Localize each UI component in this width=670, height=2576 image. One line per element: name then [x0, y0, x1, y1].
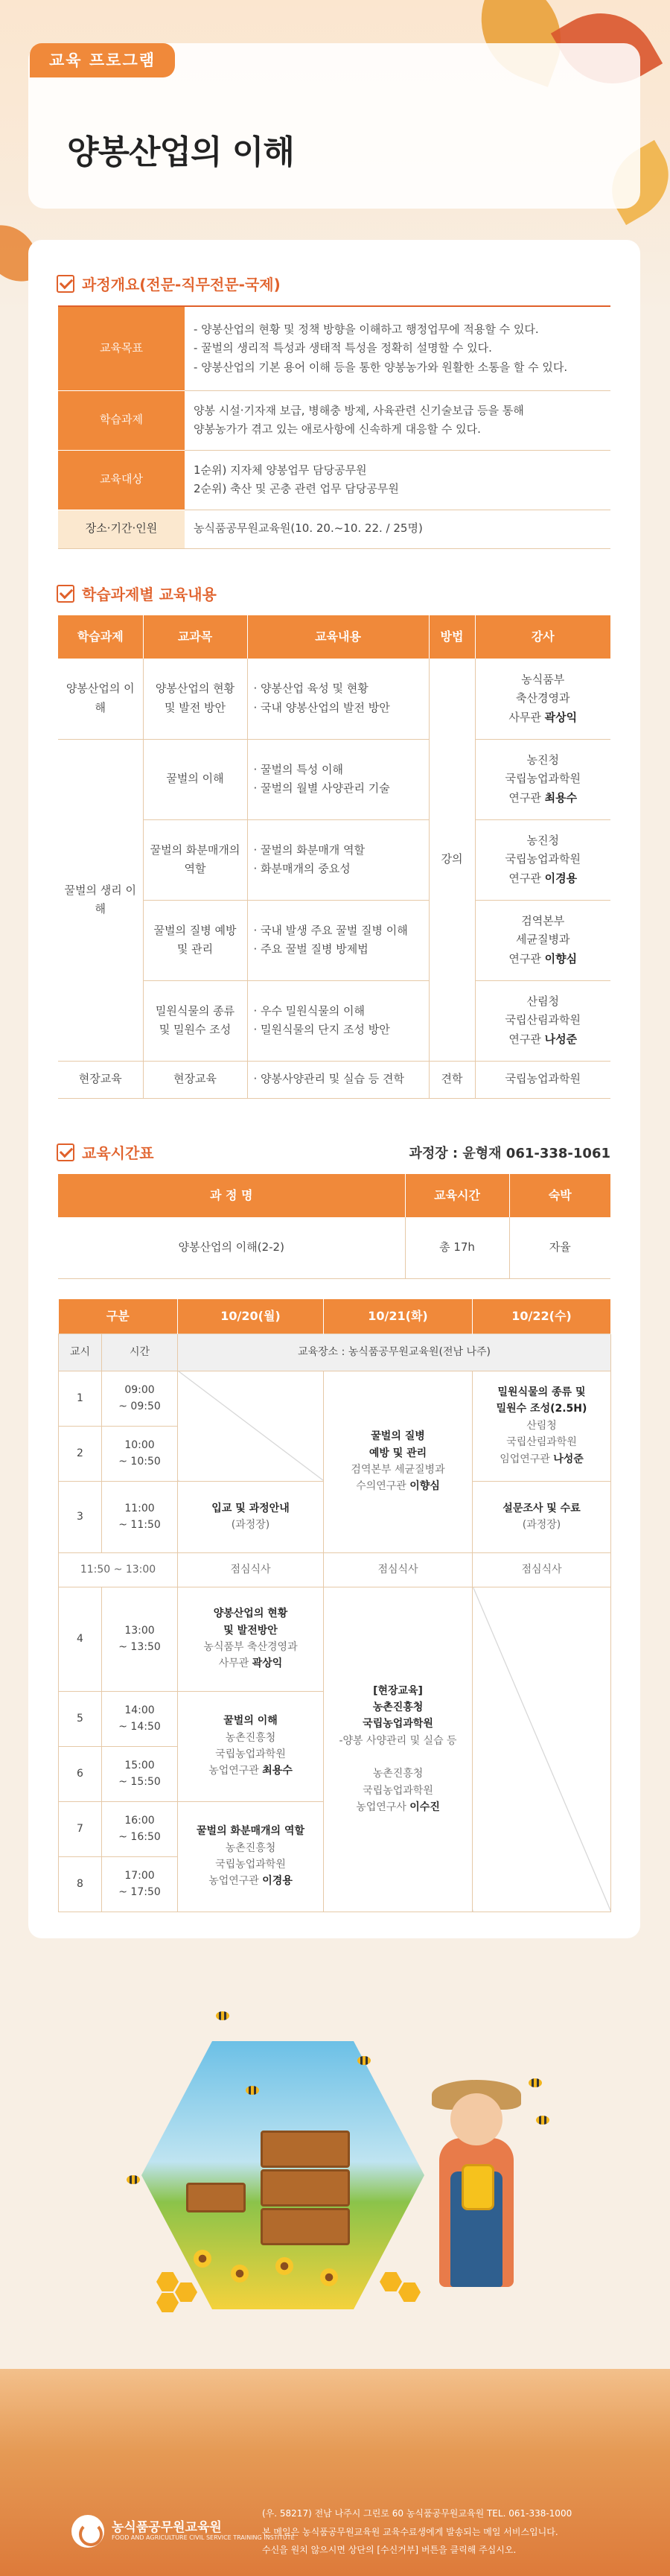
beehive	[261, 2208, 350, 2245]
instructor-cell: 검역본부 세균질병과 연구관 이향심	[475, 900, 610, 980]
course-manager-contact: 과정장 : 윤형재 061-338-1061	[409, 1146, 610, 1161]
table-row	[58, 510, 610, 548]
column-header: 과 정 명	[58, 1174, 405, 1217]
column-header: 숙박	[509, 1174, 610, 1217]
table-row	[58, 659, 610, 739]
empty-slot	[178, 1371, 324, 1481]
column-header: 10/20(월)	[178, 1299, 324, 1333]
overview-value: - 양봉산업의 현황 및 정책 방향을 이해하고 행정업무에 적용할 수 있다. - 꿀벌의 생리적 특성과 생태적 특성을 정확히 설명할 수 있다. - 양봉산업의 기본 용어 이해 등을 통한 양봉농가와 원활한 소통을 할 수 있다.	[185, 307, 610, 390]
table-row	[58, 1061, 610, 1098]
class-cell: 밀원식물의 종류 및 밀원수 조성(2.5H) 산림청 국립산림과학원 임업연구관 나성준	[473, 1371, 611, 1481]
checkbox-icon	[57, 585, 74, 603]
class-cell: [현장교육] 농촌진흥청 국립농업과학원 -양봉 사양관리 및 실습 등 농촌진흥청 국립농업과학원 농업연구사 이수진	[324, 1587, 473, 1912]
content-cell: · 우수 밀원식물의 이해 · 밀원식물의 단지 조성 방안	[247, 980, 429, 1061]
content-cell: · 꿀벌의 화분매개 역할 · 화분매개의 중요성	[247, 819, 429, 900]
time-header: 시간	[102, 1333, 178, 1371]
sunflower	[320, 2268, 338, 2286]
lodging: 자율	[509, 1217, 610, 1278]
overview-key: 교육목표	[58, 307, 185, 390]
lunch-cell: 점심식사	[473, 1552, 611, 1587]
content-cell: · 꿀벌의 특성 이해 · 꿀벌의 월별 사양관리 기술	[247, 739, 429, 819]
table-header-row	[58, 1174, 610, 1217]
column-header: 학습과제	[58, 615, 143, 659]
content-cell: · 양봉사양관리 및 실습 등 견학	[247, 1061, 429, 1098]
table-row	[59, 1552, 611, 1587]
sunflower	[194, 2250, 211, 2268]
bee-icon	[246, 2086, 259, 2095]
table-row	[58, 390, 610, 450]
checkbox-icon	[57, 1143, 74, 1161]
period-number: 3	[59, 1481, 102, 1552]
honey-jar	[462, 2164, 494, 2210]
beekeeper-head	[450, 2093, 502, 2145]
time-cell: 16:00 ~ 16:50	[102, 1801, 178, 1856]
beehive	[186, 2183, 246, 2212]
class-cell: 꿀벌의 화분매개의 역할 농촌진흥청 국립농업과학원 농업연구관 이경용	[178, 1801, 324, 1912]
column-header: 10/21(화)	[324, 1299, 473, 1333]
overview-value: 농식품공무원교육원(10. 20.~10. 22. / 25명)	[185, 510, 610, 548]
task-cell: 양봉산업의 이해	[58, 659, 143, 739]
period-number: 8	[59, 1856, 102, 1912]
period-number: 6	[59, 1746, 102, 1801]
column-header: 강사	[475, 615, 610, 659]
course-name: 양봉산업의 이해(2-2)	[58, 1217, 405, 1278]
institute-logo-icon	[71, 2515, 104, 2548]
sunflower	[275, 2257, 293, 2275]
bee-icon	[357, 2056, 371, 2065]
time-cell: 15:00 ~ 15:50	[102, 1746, 178, 1801]
overview-key: 학습과제	[58, 390, 185, 450]
overview-value: 양봉 시설·기자재 보급, 병해충 방제, 사육관련 신기술보급 등을 통해 양봉농가가 겪고 있는 애로사항에 신속하게 대응할 수 있다.	[185, 390, 610, 450]
overview-heading: 과정개요(전문-직무전문-국제)	[57, 273, 281, 294]
class-cell: 꿀벌의 질병 예방 및 관리 검역본부 세균질병과 수의연구관 이향심	[324, 1371, 473, 1552]
time-cell: 11:00 ~ 11:50	[102, 1481, 178, 1552]
period-number: 5	[59, 1691, 102, 1746]
honeycomb	[156, 2272, 179, 2291]
column-header: 방법	[429, 615, 475, 659]
time-cell: 14:00 ~ 14:50	[102, 1691, 178, 1746]
subjects-heading: 학습과제별 교육내용	[57, 583, 217, 604]
honeycomb	[380, 2272, 402, 2291]
course-hours: 총 17h	[405, 1217, 509, 1278]
spacer	[327, 1749, 469, 1766]
institute-name-en: FOOD AND AGRICULTURE CIVIL SERVICE TRAINING INSTITUTE	[112, 2534, 295, 2541]
course-cell: 현장교육	[143, 1061, 247, 1098]
instructor-cell: 산림청 국립산림과학원 연구관 나성준	[475, 980, 610, 1061]
course-cell: 꿀벌의 화분매개의 역할	[143, 819, 247, 900]
bee-icon	[536, 2116, 549, 2125]
period-number: 1	[59, 1371, 102, 1426]
task-cell: 현장교육	[58, 1061, 143, 1098]
table-row	[58, 450, 610, 510]
period-number: 7	[59, 1801, 102, 1856]
course-cell: 밀원식물의 종류 및 밀원수 조성	[143, 980, 247, 1061]
course-summary-table	[58, 1174, 610, 1279]
sunflower	[231, 2265, 249, 2282]
schedule-heading: 교육시간표	[57, 1141, 154, 1163]
footer	[0, 2488, 670, 2576]
class-cell: 설문조사 및 수료 (과정장)	[473, 1481, 611, 1552]
footer-info: (우. 58217) 전남 나주시 그린로 60 농식품공무원교육원 TEL. 061-338-1000 본 메일은 농식품공무원교육원 교육수료생에게 발송되는 메일 서비스입니다. 수신을 원치 않으시면 상단의 [수신거부] 버튼을 클릭해 주십시오.	[262, 2508, 572, 2556]
institute-name: 농식품공무원교육원	[112, 2520, 222, 2535]
table-row	[58, 739, 610, 819]
overview-table	[58, 307, 610, 549]
method-cell: 강의	[429, 659, 475, 1061]
column-header: 10/22(수)	[473, 1299, 611, 1333]
beekeeper-illustration	[112, 2011, 558, 2324]
bee-icon	[127, 2175, 140, 2184]
honeycomb	[156, 2293, 179, 2312]
honeycomb	[175, 2282, 197, 2302]
time-cell: 11:50 ~ 13:00	[59, 1552, 178, 1587]
checkbox-icon	[57, 275, 74, 293]
column-header: 교육내용	[247, 615, 429, 659]
instructor-cell: 농진청 국립농업과학원 연구관 이경용	[475, 819, 610, 900]
page-title: 양봉산업의 이해	[67, 133, 294, 171]
column-header: 교육시간	[405, 1174, 509, 1217]
content-cell: · 양봉산업 육성 및 현황 · 국내 양봉산업의 발전 방안	[247, 659, 429, 739]
instructor-cell: 국립농업과학원	[475, 1061, 610, 1098]
venue-cell: 교육장소 : 농식품공무원교육원(전남 나주)	[178, 1333, 611, 1371]
program-badge: 교육 프로그램	[30, 43, 175, 77]
bee-icon	[529, 2078, 542, 2087]
lunch-cell: 점심식사	[178, 1552, 324, 1587]
table-header-row	[58, 615, 610, 659]
course-cell: 꿀벌의 이해	[143, 739, 247, 819]
instructor-cell: 농진청 국립농업과학원 연구관 최용수	[475, 739, 610, 819]
content-cell: · 국내 발생 주요 꿀벌 질병 이해 · 주요 꿀벌 질병 방제법	[247, 900, 429, 980]
course-cell: 양봉산업의 현황 및 발전 방안	[143, 659, 247, 739]
table-header-row	[59, 1299, 611, 1333]
column-header: 교과목	[143, 615, 247, 659]
bee-icon	[216, 2011, 229, 2020]
instructor-cell: 농식품부 축산경영과 사무관 곽상익	[475, 659, 610, 739]
course-cell: 꿀벌의 질병 예방 및 관리	[143, 900, 247, 980]
honeycomb	[398, 2282, 421, 2302]
period-header: 교시	[59, 1333, 102, 1371]
table-row	[59, 1371, 611, 1426]
overview-key: 교육대상	[58, 450, 185, 510]
class-cell: 양봉산업의 현황 및 발전방안 농식품부 축산경영과 사무관 곽상익	[178, 1587, 324, 1691]
table-row	[59, 1587, 611, 1691]
time-cell: 17:00 ~ 17:50	[102, 1856, 178, 1912]
beehive	[261, 2169, 350, 2207]
time-cell: 09:00 ~ 09:50	[102, 1371, 178, 1426]
lunch-cell: 점심식사	[324, 1552, 473, 1587]
period-number: 4	[59, 1587, 102, 1691]
overview-key: 장소·기간·인원	[58, 510, 185, 548]
table-row	[58, 307, 610, 390]
beehive	[261, 2131, 350, 2168]
method-cell: 견학	[429, 1061, 475, 1098]
table-row	[58, 1217, 610, 1278]
period-number: 2	[59, 1426, 102, 1481]
time-cell: 13:00 ~ 13:50	[102, 1587, 178, 1691]
time-cell: 10:00 ~ 10:50	[102, 1426, 178, 1481]
timetable	[58, 1299, 611, 1912]
subjects-table	[58, 615, 610, 1099]
empty-slot	[473, 1587, 611, 1912]
task-cell: 꿀벌의 생리 이해	[58, 739, 143, 1061]
column-header: 구분	[59, 1299, 178, 1333]
class-cell: 입교 및 과정안내 (과정장)	[178, 1481, 324, 1552]
class-cell: 꿀벌의 이해 농촌진흥청 국립농업과학원 농업연구관 최용수	[178, 1691, 324, 1801]
overview-value: 1순위) 지자체 양봉업무 담당공무원 2순위) 축산 및 곤충 관련 업무 담당공무원	[185, 450, 610, 510]
table-row	[59, 1333, 611, 1371]
